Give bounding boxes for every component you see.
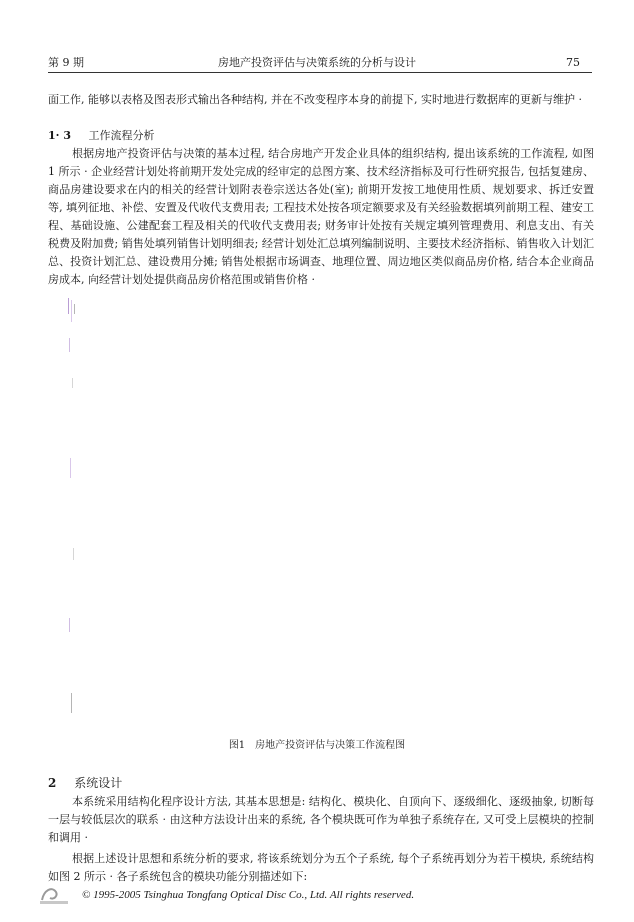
section-2-heading [48,776,122,790]
header-issue: 第 9 期 [48,56,84,69]
figure-mark [73,548,74,560]
section-1-3-paragraph: 根据房地产投资评估与决策的基本过程, 结合房地产开发企业具体的组织结构, 提出该系统的工作流程, 如图 1 所示 · 企业经营计划处将前期开发处完成的经审定的总图方案、技术经济指标及可行性研究报告, 包括复建房、商品房建设要求在内的相关的经营计划附表卷宗送达各处(室); 前期开发按工地使用性质、规划要求、拆迁安置等, 填列征地、补偿、安置及代收代支费用表; 工程技术处按各项定额要求及有关经验数据填列前期工程、建安工程、基础设施、公建配套工程及相关的代收代支费用表; 财务审计处按有关规定填列管理费用、利息支出、有关税费及附加费; 销售处填列销售计划明细表; 经营计划处汇总填列编制说明、主要技术经济指标、销售收入计划汇总、投资计划汇总、建设费用分摊; 销售处根据市场调查、地理位置、周边地区类似商品房价格, 结合本企业商品房成本, 向经营计划处提供商品房价格范围或销售价格 · [48,147,594,286]
copyright-notice: © 1995-2005 Tsinghua Tongfang Optical Disc Co., Ltd. All rights reserved. [82,889,415,901]
section-number: 1· 3 [48,129,71,142]
figure-mark [69,338,70,352]
header-rule [48,72,592,73]
figure-mark [72,378,73,388]
section-title: 系统设计 [74,776,123,790]
figure-mark [74,304,75,314]
figure-mark [70,458,71,478]
figure-1-caption: 图1 房地产投资评估与决策工作流程图 [228,740,406,751]
header-page-number: 75 [566,56,580,69]
publisher-logo-icon [36,882,74,906]
section-2-paragraph-2: 根据上述设计思想和系统分析的要求, 将该系统划分为五个子系统, 每个子系统再划分为若干模块, 系统结构如图 2 所示 · 各子系统包含的模块功能分别描述如下: [48,852,594,883]
figure-mark [71,693,72,713]
figure-mark [68,298,69,314]
header-title: 房地产投资评估与决策系统的分析与设计 [218,56,416,69]
figure-mark [71,300,72,322]
figure-mark [69,618,70,632]
section-1-3-heading [48,129,154,143]
section-title: 工作流程分析 [88,129,155,142]
section-number: 2 [48,776,57,790]
section-2-paragraph-1: 本系统采用结构化程序设计方法, 其基本思想是: 结构化、模块化、自顶向下、逐级细化、逐级抽象, 切断每一层与较低层次的联系 · 由这种方法设计出来的系统, 各个模块既可作为单独子系统存在, 又可受上层模块的控制和调用 · [48,795,594,844]
figure-1-image [66,298,78,718]
intro-paragraph: 面工作, 能够以表格及图表形式输出各种结构, 并在不改变程序本身的前提下, 实时地进行数据库的更新与维护 · [48,93,582,106]
